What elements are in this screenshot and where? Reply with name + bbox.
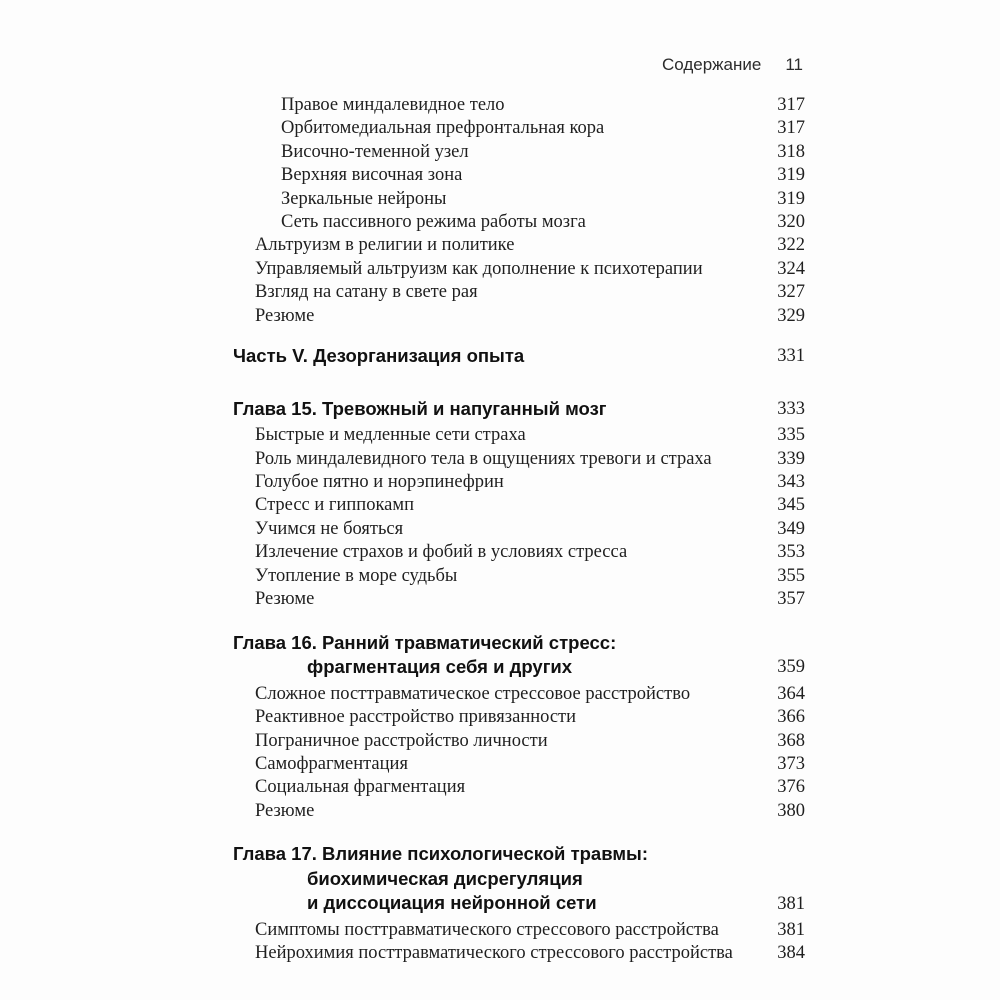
entry-title-line: Глава 16. Ранний травматический стресс:	[233, 631, 617, 653]
entry-title-line: Быстрые и медленные сети страха	[255, 425, 526, 446]
entry-page-number: 381	[777, 893, 805, 914]
entry-page-number: 343	[777, 472, 805, 493]
entry-title-line: Социальная фрагментация	[255, 777, 466, 798]
entry-title-line: Утопление в море судьбы	[255, 565, 458, 586]
entry-page-number: 317	[777, 118, 805, 139]
entry-title-line: Часть V. Дезорганизация опыта	[233, 345, 525, 367]
entry-title-line: Симптомы посттравматического стрессового расстройства	[255, 919, 719, 940]
entry-title-line: Голубое пятно и норэпинефрин	[255, 472, 504, 493]
toc-chapter-heading	[233, 631, 805, 680]
entry-title-continuation: биохимическая дисрегуляция	[307, 867, 583, 889]
entry-title	[233, 424, 526, 447]
entry-page-number: 366	[777, 707, 805, 728]
toc-entry	[233, 942, 805, 965]
entry-title-line: Глава 17. Влияние психологической травмы:	[233, 843, 648, 865]
entry-title	[233, 234, 514, 257]
entry-title-line: Стресс и гиппокамп	[255, 495, 414, 516]
entry-title-line: Зеркальные нейроны	[281, 188, 447, 209]
toc-entry	[233, 565, 805, 588]
entry-page-number: 339	[777, 448, 805, 469]
entry-title	[233, 305, 314, 328]
entry-title	[233, 448, 712, 471]
toc-sub-entry	[233, 188, 805, 211]
entry-page-number: 376	[777, 777, 805, 798]
entry-page-number: 319	[777, 165, 805, 186]
entry-title	[233, 258, 703, 281]
entry-page-number: 357	[777, 589, 805, 610]
toc-entry	[233, 258, 805, 281]
entry-page-number: 380	[777, 800, 805, 821]
toc-entry	[233, 281, 805, 304]
entry-title	[233, 397, 607, 422]
entry-title-line: Учимся не бояться	[255, 518, 404, 539]
table-of-contents	[233, 94, 805, 966]
toc-entry	[233, 588, 805, 611]
toc-entry	[233, 919, 805, 942]
entry-title	[233, 471, 504, 494]
entry-title-line: Верхняя височная зона	[281, 165, 463, 186]
entry-title-line: Височно-теменной узел	[281, 141, 469, 162]
entry-title-line: Роль миндалевидного тела в ощущениях тревоги и страха	[255, 448, 712, 469]
toc-entry	[233, 518, 805, 541]
entry-title	[233, 631, 616, 680]
entry-page-number: 349	[777, 518, 805, 539]
entry-title	[233, 541, 627, 564]
entry-title	[233, 94, 505, 117]
entry-title-line: Нейрохимия посттравматического стрессового расстройства	[255, 943, 733, 964]
toc-sub-entry	[233, 117, 805, 140]
toc-entry	[233, 541, 805, 564]
entry-title-line: Пограничное расстройство личности	[255, 730, 548, 751]
toc-sub-entry	[233, 141, 805, 164]
entry-page-number: 322	[777, 235, 805, 256]
toc-entry	[233, 424, 805, 447]
entry-page-number: 381	[777, 919, 805, 940]
toc-entry	[233, 234, 805, 257]
entry-title	[233, 800, 314, 823]
toc-entry	[233, 776, 805, 799]
entry-title	[233, 706, 576, 729]
entry-page-number: 355	[777, 565, 805, 586]
entry-title-line: Самофрагментация	[255, 753, 408, 774]
toc-part-heading	[233, 344, 805, 369]
entry-page-number: 364	[777, 683, 805, 704]
toc-entry	[233, 753, 805, 776]
entry-page-number: 384	[777, 943, 805, 964]
entry-page-number: 335	[777, 425, 805, 446]
entry-page-number: 327	[777, 282, 805, 303]
entry-page-number: 373	[777, 753, 805, 774]
toc-sub-entry	[233, 94, 805, 117]
entry-page-number: 320	[777, 212, 805, 233]
toc-sub-entry	[233, 211, 805, 234]
toc-entry	[233, 471, 805, 494]
entry-page-number: 329	[777, 305, 805, 326]
entry-title	[233, 588, 314, 611]
entry-title-line: Взгляд на сатану в свете рая	[255, 282, 478, 303]
entry-title	[233, 211, 586, 234]
toc-entry	[233, 730, 805, 753]
entry-page-number: 331	[777, 346, 805, 367]
entry-title	[233, 753, 408, 776]
toc-chapter-heading	[233, 397, 805, 422]
entry-title	[233, 494, 414, 517]
entry-title-line: Управляемый альтруизм как дополнение к психотерапии	[255, 258, 703, 279]
toc-sub-entry	[233, 164, 805, 187]
entry-title	[233, 776, 465, 799]
entry-title-line: Орбитомедиальная префронтальная кора	[281, 118, 605, 139]
entry-page-number: 368	[777, 730, 805, 751]
entry-title	[233, 683, 690, 706]
entry-title-line: Реактивное расстройство привязанности	[255, 707, 577, 728]
entry-page-number: 359	[777, 657, 805, 678]
entry-title-line: Резюме	[255, 305, 315, 326]
entry-title	[233, 730, 548, 753]
entry-page-number: 324	[777, 258, 805, 279]
toc-entry	[233, 800, 805, 823]
entry-page-number: 318	[777, 141, 805, 162]
entry-title-line: Сеть пассивного режима работы мозга	[281, 212, 586, 233]
toc-entry	[233, 305, 805, 328]
entry-page-number: 317	[777, 95, 805, 115]
toc-entry	[233, 706, 805, 729]
entry-title-line: Излечение страхов и фобий в условиях стресса	[255, 542, 628, 563]
page-header	[233, 55, 803, 75]
entry-page-number: 345	[777, 495, 805, 516]
entry-title-line: Глава 15. Тревожный и напуганный мозг	[233, 397, 607, 419]
entry-title	[233, 164, 462, 187]
entry-page-number: 353	[777, 542, 805, 563]
toc-entry	[233, 494, 805, 517]
header-page-number: 11	[785, 55, 803, 74]
entry-title	[233, 281, 478, 304]
entry-title-line: Резюме	[255, 589, 315, 610]
entry-title-line: Сложное посттравматическое стрессовое расстройство	[255, 683, 691, 704]
toc-entry	[233, 448, 805, 471]
entry-page-number: 319	[777, 188, 805, 209]
entry-title	[233, 942, 733, 965]
entry-title	[233, 518, 403, 541]
entry-title-line: Правое миндалевидное тело	[281, 95, 505, 115]
toc-chapter-heading	[233, 842, 805, 916]
entry-title-line: Резюме	[255, 800, 315, 821]
entry-title-continuation: фрагментация себя и других	[307, 656, 573, 678]
entry-title	[233, 344, 524, 369]
entry-title	[233, 842, 648, 916]
entry-title	[233, 919, 719, 942]
entry-title	[233, 141, 469, 164]
entry-title-line: Альтруизм в религии и политике	[255, 235, 515, 256]
contents-title: Содержание	[661, 55, 762, 74]
entry-title-continuation: и диссоциация нейронной сети	[307, 892, 597, 914]
toc-entry	[233, 683, 805, 706]
entry-title	[233, 117, 604, 140]
entry-title	[233, 188, 447, 211]
entry-title	[233, 565, 457, 588]
entry-page-number: 333	[777, 398, 805, 419]
